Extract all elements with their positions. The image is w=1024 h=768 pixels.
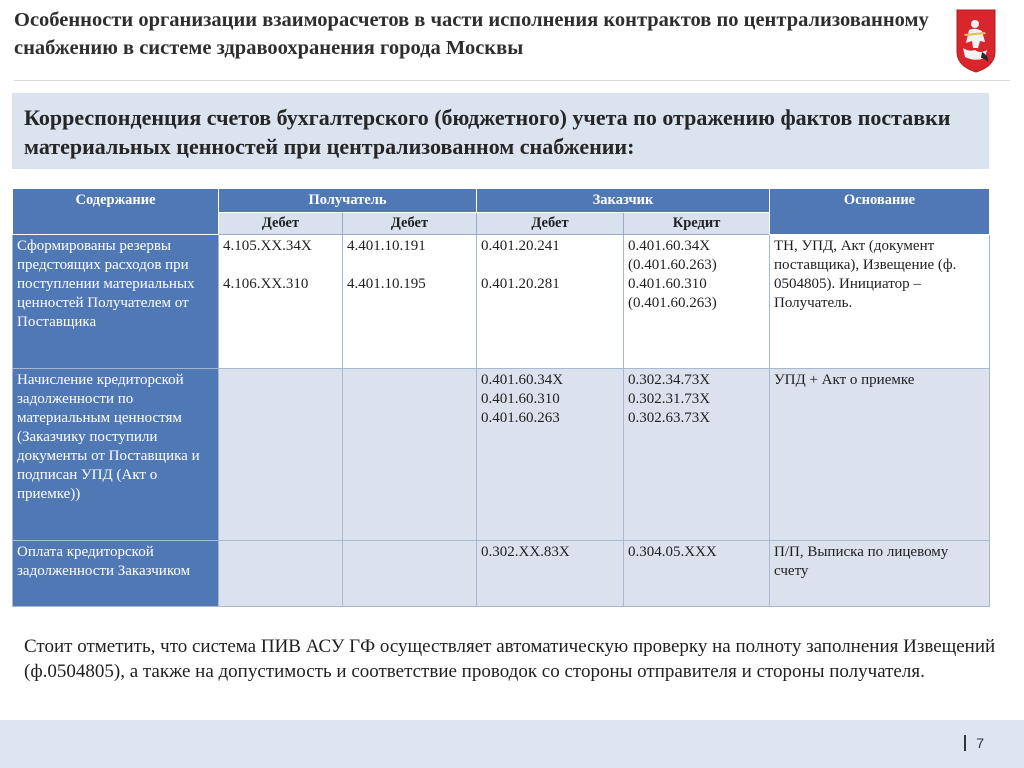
row-recipient-debit-1: [219, 235, 343, 369]
header-content: Содержание: [13, 189, 219, 235]
account-code: 0.401.60.263: [481, 410, 560, 426]
row-content: Начисление кредиторской задолженности по материальным ценностям (Заказчику поступили документы от Поставщика и подписан УПД (Акт о приемке)): [13, 369, 219, 541]
header-basis: Основание: [770, 189, 990, 235]
page-number-value: 7: [976, 735, 984, 751]
account-code: 0.304.05.ХХХ: [628, 544, 717, 560]
footnote-text: Стоит отметить, что система ПИВ АСУ ГФ осуществляет автоматическую проверку на полноту заполнения Извещений (ф.0504805), а также на допустимость и соответствие проводок со стороны отправителя и стороны получателя.: [24, 636, 996, 682]
account-code: 0.401.60.34Х: [481, 372, 564, 388]
account-code: 4.105.ХХ.34Х: [223, 238, 312, 254]
footer-bar: [0, 720, 1024, 768]
row-basis: ТН, УПД, Акт (документ поставщика), Извещение (ф. 0504805). Инициатор – Получатель.: [770, 235, 990, 369]
account-code: 0.302.31.73Х: [628, 391, 711, 407]
account-code: 0.401.20.241: [481, 238, 560, 254]
row-recipient-debit-2: [343, 369, 477, 541]
account-code: 0.302.ХХ.83Х: [481, 544, 570, 560]
account-code: [223, 256, 338, 275]
correspondence-table: [12, 188, 990, 607]
row-recipient-debit-2: [343, 541, 477, 607]
title-divider: [14, 80, 1010, 81]
account-code: 0.401.60.34Х: [628, 238, 711, 254]
row-recipient-debit-2: [343, 235, 477, 369]
account-code: 4.401.10.195: [347, 276, 426, 292]
account-code: [481, 256, 619, 275]
row-content: Сформированы резервы предстоящих расходов при поступлении материальных ценностей Получателем от Поставщика: [13, 235, 219, 369]
slide-title: Особенности организации взаиморасчетов в части исполнения контрактов по централизованному снабжению в системе здравоохранения города Москвы: [14, 9, 929, 59]
subheader-recipient-debit-2: Дебет: [343, 213, 477, 235]
subheader-customer-credit: Кредит: [624, 213, 770, 235]
table-row: [13, 369, 990, 541]
header-customer: Заказчик: [477, 189, 770, 213]
account-code: 0.302.34.73Х: [628, 372, 711, 388]
account-code: 4.106.ХХ.310: [223, 276, 309, 292]
account-code: 0.401.20.281: [481, 276, 560, 292]
row-customer-credit: [624, 235, 770, 369]
subheader-recipient-debit-1: Дебет: [219, 213, 343, 235]
account-code: (0.401.60.263): [628, 257, 717, 273]
row-recipient-debit-1: [219, 369, 343, 541]
row-recipient-debit-1: [219, 541, 343, 607]
account-code: (0.401.60.263): [628, 295, 717, 311]
row-basis: УПД + Акт о приемке: [770, 369, 990, 541]
table-row: [13, 541, 990, 607]
account-code: 0.302.63.73Х: [628, 410, 711, 426]
account-code: 0.401.60.310: [481, 391, 560, 407]
row-customer-credit: [624, 541, 770, 607]
account-code: 0.401.60.310: [628, 276, 707, 292]
page-number: [964, 735, 984, 751]
row-basis: П/П, Выписка по лицевому счету: [770, 541, 990, 607]
row-customer-debit: [477, 369, 624, 541]
table-row: [13, 235, 990, 369]
row-content: Оплата кредиторской задолженности Заказчиком: [13, 541, 219, 607]
subtitle: Корреспонденция счетов бухгалтерского (бюджетного) учета по отражению фактов поставки материальных ценностей при централизованном снабжении:: [24, 105, 951, 159]
subheader-customer-debit: Дебет: [477, 213, 624, 235]
row-customer-debit: [477, 541, 624, 607]
row-customer-credit: [624, 369, 770, 541]
header-recipient: Получатель: [219, 189, 477, 213]
moscow-coat-of-arms-icon: [955, 8, 997, 74]
page-number-divider: [964, 735, 966, 751]
account-code: [347, 256, 472, 275]
account-code: 4.401.10.191: [347, 238, 426, 254]
row-customer-debit: [477, 235, 624, 369]
